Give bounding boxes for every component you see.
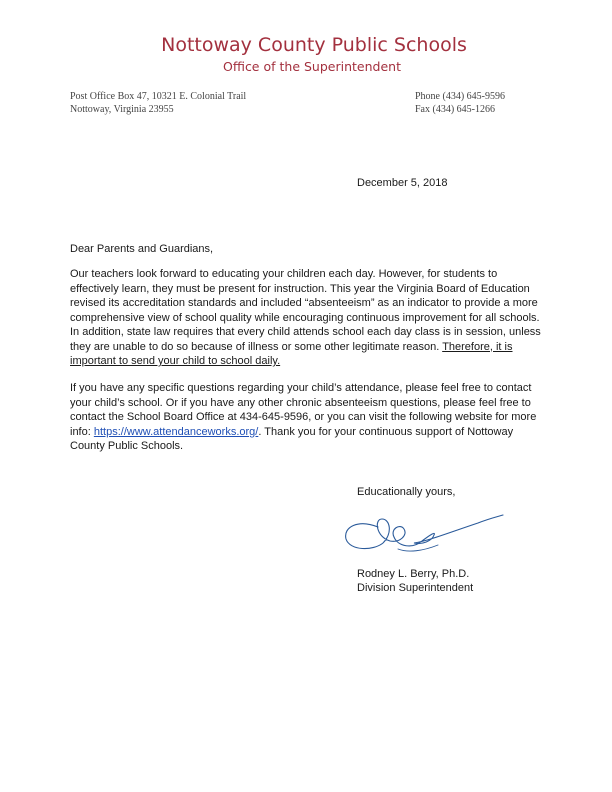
address-line-2: Nottoway, Virginia 23955	[70, 104, 174, 115]
organization-name: Nottoway County Public Schools	[161, 34, 467, 56]
closing: Educationally yours,	[357, 486, 456, 498]
phone-number: Phone (434) 645-9596	[415, 91, 505, 102]
fax-number: Fax (434) 645-1266	[415, 104, 495, 115]
letter-date: December 5, 2018	[357, 177, 448, 189]
paragraph-contact-text: If you have any specific questions regarding your child’s attendance, please feel free to contact your child’s school. Or if you have any other chronic absenteeism questions, please feel free to contact the School Board Office at 434-645-9596, or you can visit the following website for more info:	[70, 382, 537, 438]
signature-image	[338, 505, 508, 565]
paragraph-attendance	[70, 267, 545, 369]
office-title: Office of the Superintendent	[223, 59, 401, 74]
salutation: Dear Parents and Guardians,	[70, 243, 214, 255]
paragraph-contact	[70, 381, 545, 454]
mailing-address	[70, 90, 246, 116]
attendance-works-link[interactable]: https://www.attendanceworks.org/	[93, 425, 259, 438]
address-line-1: Post Office Box 47, 10321 E. Colonial Trail	[70, 91, 247, 102]
attendance-emphasis: Therefore, it is important to send your child to school daily.	[70, 340, 513, 367]
signer-name: Rodney L. Berry, Ph.D.	[357, 568, 470, 580]
signature-block	[357, 567, 473, 595]
paragraph-attendance-text: Our teachers look forward to educating your children each day. However, for students to effectively learn, they must be present for instruction. This year the Virginia Board of Education revised its accreditation standards and included “absenteeism” as an indicator to provide a more comprehensive view of school quality while encouraging continuous improvement for all schools. In addition, state law requires that every child attends school each day class is in session, unless they are unable to do so because of illness or some other legitimate reason.	[70, 268, 541, 353]
contact-numbers	[415, 90, 505, 116]
paragraph-contact-end: . Thank you for your continuous support of Nottoway County Public Schools.	[70, 425, 514, 452]
signer-title: Division Superintendent	[357, 582, 474, 594]
signature-stroke	[346, 515, 503, 549]
